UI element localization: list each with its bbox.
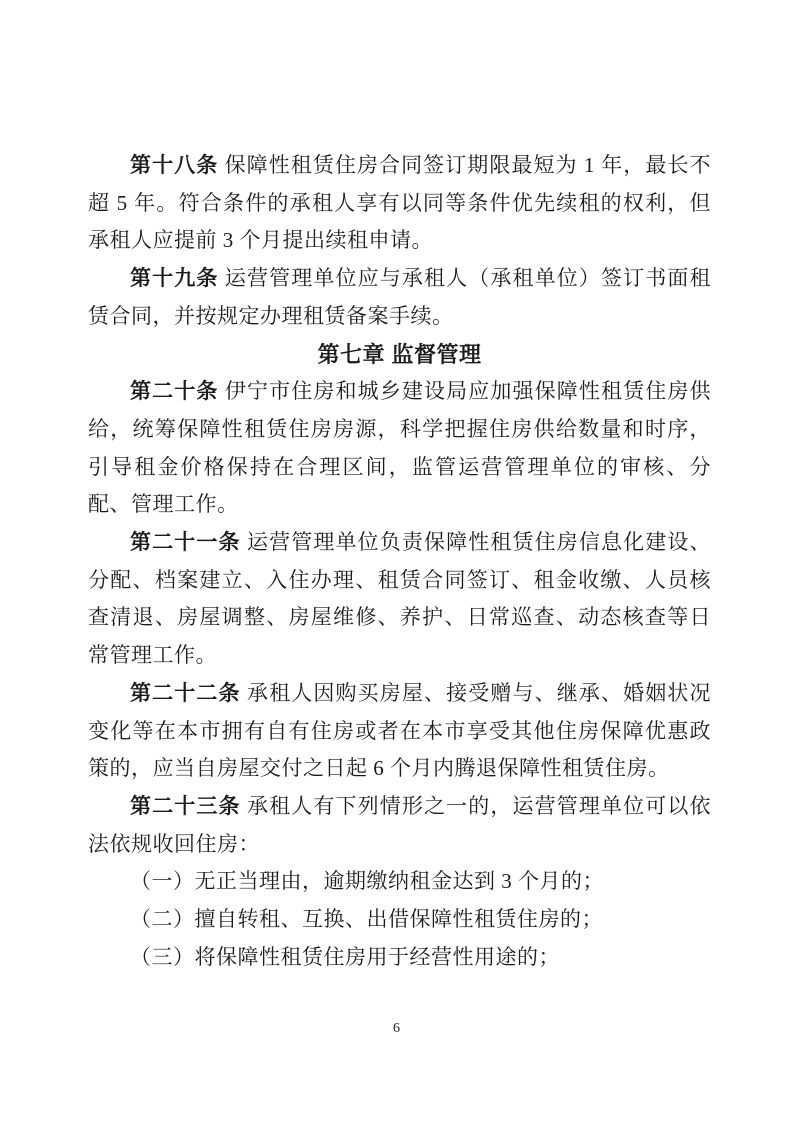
article-number: 第二十一条: [130, 530, 241, 555]
page-number: 6: [393, 1021, 400, 1036]
article-paragraph: 第二十三条 承租人有下列情形之一的，运营管理单位可以依法依规收回住房：: [88, 793, 711, 856]
list-item: （一）无正当理由，逾期缴纳租金达到 3 个月的；: [130, 869, 604, 894]
article-paragraph: 第二十二条 承租人因购买房屋、接受赠与、继承、婚姻状况变化等在本市拥有自有住房或者在本市享受其他住房保障优惠政策的，应当自房屋交付之日起 6 个月内腾退保障性租赁住房。: [88, 680, 711, 781]
article-number: 第二十二条: [130, 680, 241, 705]
article-number: 第十八条: [130, 153, 219, 177]
article-number: 第二十三条: [130, 793, 241, 818]
article-paragraph: 第十九条 运营管理单位应与承租人（承租单位）签订书面租赁合同，并按规定办理租赁备案手续。: [88, 266, 711, 328]
document-body: [88, 147, 711, 976]
article-number: 第十九条: [130, 266, 219, 291]
chapter-heading: 第七章 监督管理: [317, 341, 482, 367]
list-item: （二）擅自转租、互换、出借保障性租赁住房的；: [130, 907, 603, 932]
article-paragraph: 第十八条 保障性租赁住房合同签订期限最短为 1 年，最长不超 5 年。符合条件的承租人享有以同等条件优先续租的权利，但承租人应提前 3 个月提出续租申请。: [88, 153, 712, 253]
article-paragraph: 第二十条 伊宁市住房和城乡建设局应加强保障性租赁住房供给，统筹保障性租赁住房房源，科学把握住房供给数量和时序，引导租金价格保持在合理区间，监管运营管理单位的审核、分配、管理工作。: [88, 379, 711, 517]
article-paragraph: 第二十一条 运营管理单位负责保障性租赁住房信息化建设、分配、档案建立、入住办理、租赁合同签订、租金收缴、人员核查清退、房屋调整、房屋维修、养护、日常巡查、动态核查等日常管理工作。: [88, 530, 711, 668]
article-number: 第二十条: [130, 379, 219, 404]
list-item: （三）将保障性租赁住房用于经营性用途的；: [130, 944, 560, 969]
